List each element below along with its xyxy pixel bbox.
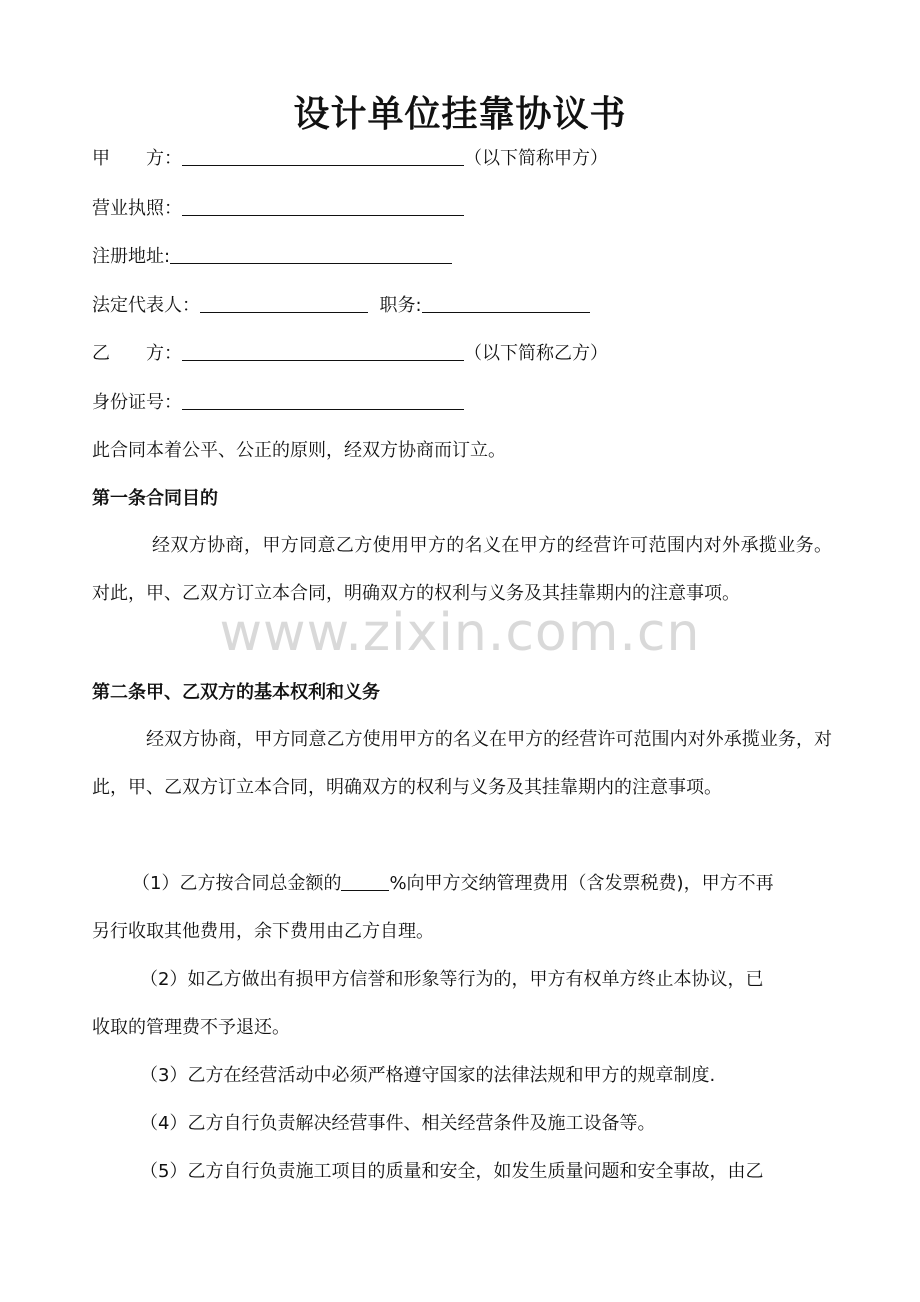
party-a-label: 甲 方： bbox=[92, 148, 182, 169]
article1-heading: 第一条合同目的 bbox=[92, 488, 218, 509]
item2-line1: （2）如乙方做出有损甲方信誉和形象等行为的，甲方有权单方终止本协议，已 bbox=[140, 969, 764, 990]
position-blank[interactable] bbox=[422, 294, 590, 313]
party-b-label: 乙 方： bbox=[92, 343, 182, 364]
id-blank[interactable] bbox=[182, 391, 464, 410]
item1-line bbox=[132, 860, 774, 908]
item1-suffix: %向甲方交纳管理费用（含发票税费)，甲方不再 bbox=[389, 873, 774, 894]
item2-line2: 收取的管理费不予退还。 bbox=[92, 1017, 290, 1038]
legal-rep-label: 法定代表人： bbox=[92, 295, 200, 316]
legal-rep-blank[interactable] bbox=[200, 294, 368, 313]
party-a-blank[interactable] bbox=[182, 147, 464, 166]
position-label: 职务: bbox=[379, 295, 422, 316]
document-title: 设计单位挂靠协议书 bbox=[293, 94, 627, 135]
item5: （5）乙方自行负责施工项目的质量和安全，如发生质量问题和安全事故，由乙 bbox=[140, 1161, 764, 1182]
article2-heading: 第二条甲、乙双方的基本权利和义务 bbox=[92, 682, 380, 703]
article2-text: 经双方协商，甲方同意乙方使用甲方的名义在甲方的经营许可范围内对外承揽业务，对此，甲、乙双方订立本合同，明确双方的权利与义务及其挂靠期内的注意事项。 bbox=[92, 729, 832, 798]
address-label: 注册地址: bbox=[92, 246, 171, 267]
party-a-note: （以下简称甲方） bbox=[464, 148, 608, 169]
item1-blank[interactable] bbox=[341, 872, 389, 891]
license-line bbox=[92, 196, 464, 222]
preamble: 此合同本着公平、公正的原则，经双方协商而订立。 bbox=[92, 440, 506, 461]
item3: （3）乙方在经营活动中必须严格遵守国家的法律法规和甲方的规章制度. bbox=[140, 1065, 716, 1086]
address-line bbox=[92, 244, 452, 270]
party-a-line bbox=[92, 146, 608, 172]
article1-text: 经双方协商，甲方同意乙方使用甲方的名义在甲方的经营许可范围内对外承揽业务。对此，甲、乙双方订立本合同，明确双方的权利与义务及其挂靠期内的注意事项。 bbox=[92, 535, 832, 604]
item4: （4）乙方自行负责解决经营事件、相关经营条件及施工设备等。 bbox=[140, 1113, 656, 1134]
item1-cont: 另行收取其他费用，余下费用由乙方自理。 bbox=[92, 921, 434, 942]
license-blank[interactable] bbox=[182, 197, 464, 216]
party-b-note: （以下简称乙方） bbox=[464, 343, 608, 364]
address-blank[interactable] bbox=[170, 245, 452, 264]
watermark: www.zixin.com.cn bbox=[219, 603, 701, 663]
license-label: 营业执照： bbox=[92, 198, 182, 219]
party-b-blank[interactable] bbox=[182, 342, 464, 361]
legal-rep-line bbox=[92, 293, 590, 319]
item1-prefix: （1）乙方按合同总金额的 bbox=[132, 873, 342, 894]
id-line bbox=[92, 390, 464, 416]
id-label: 身份证号： bbox=[92, 392, 182, 413]
party-b-line bbox=[92, 341, 608, 367]
